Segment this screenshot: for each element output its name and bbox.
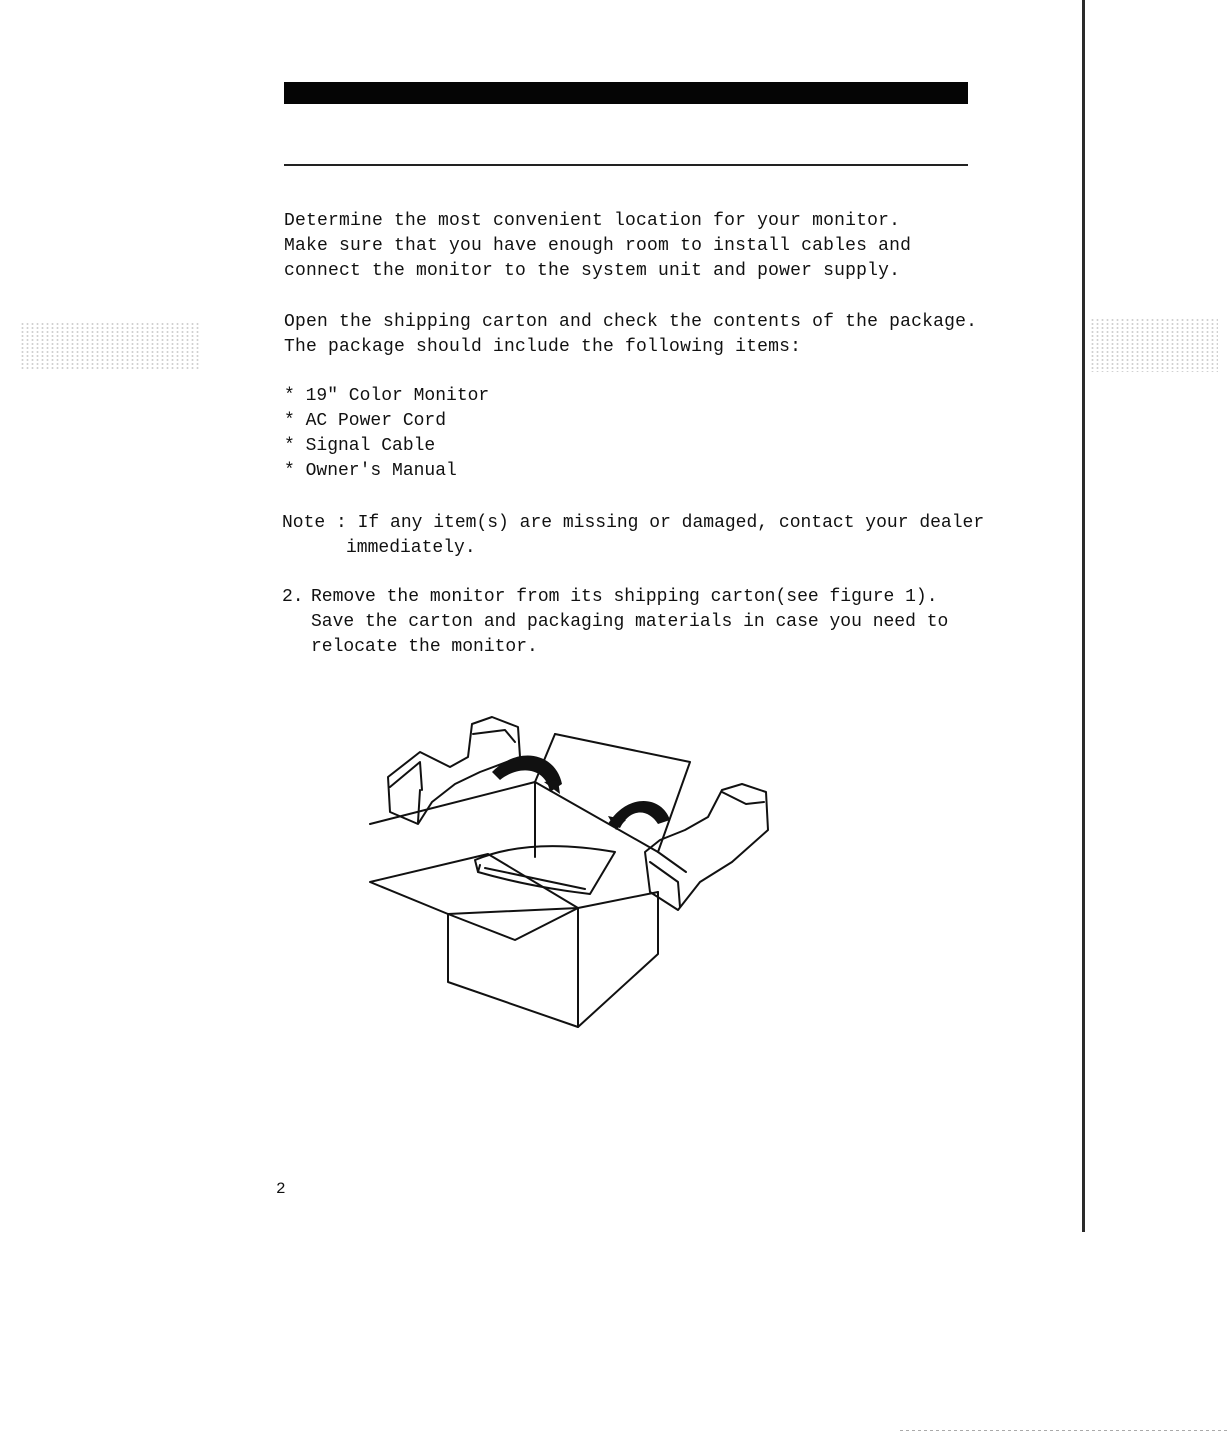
package-line: Open the shipping carton and check the contents of the package.	[284, 312, 978, 332]
package-paragraph	[284, 310, 977, 360]
step-text: Save the carton and packaging materials in case you need to	[311, 612, 949, 632]
note-text-continued: immediately.	[346, 538, 476, 558]
step-text: Remove the monitor from its shipping carton(see figure 1).	[311, 587, 938, 607]
intro-line: connect the monitor to the system unit and power supply.	[284, 261, 901, 281]
monitor-in-box	[475, 846, 615, 894]
page-number: 2	[276, 1180, 286, 1198]
note-block	[282, 511, 984, 561]
step-2	[282, 585, 948, 660]
list-item: * Owner's Manual	[284, 461, 457, 481]
intro-line: Determine the most convenient location for your monitor.	[284, 211, 901, 231]
removal-arrows	[492, 755, 670, 830]
list-item: * AC Power Cord	[284, 411, 447, 431]
intro-paragraph	[284, 209, 911, 284]
right-foam-insert	[645, 784, 768, 910]
header-rule	[284, 164, 968, 166]
list-item: * 19" Color Monitor	[284, 386, 490, 406]
header-bar	[284, 82, 968, 104]
scan-noise-left	[20, 322, 200, 370]
package-contents-list	[284, 384, 489, 484]
carton-unpacking-figure	[360, 712, 780, 1042]
step-text: relocate the monitor.	[311, 637, 538, 657]
carton-box	[448, 892, 658, 1027]
scan-noise-right	[1090, 318, 1218, 372]
intro-line: Make sure that you have enough room to install cables and	[284, 236, 912, 256]
step-number: 2.	[282, 587, 315, 607]
scan-edge-dashes	[900, 1430, 1229, 1431]
package-line: The package should include the following items:	[284, 337, 802, 357]
note-text: If any item(s) are missing or damaged, contact your dealer	[357, 513, 985, 533]
note-label: Note :	[282, 513, 358, 533]
page-edge-line	[1082, 0, 1085, 1232]
list-item: * Signal Cable	[284, 436, 436, 456]
